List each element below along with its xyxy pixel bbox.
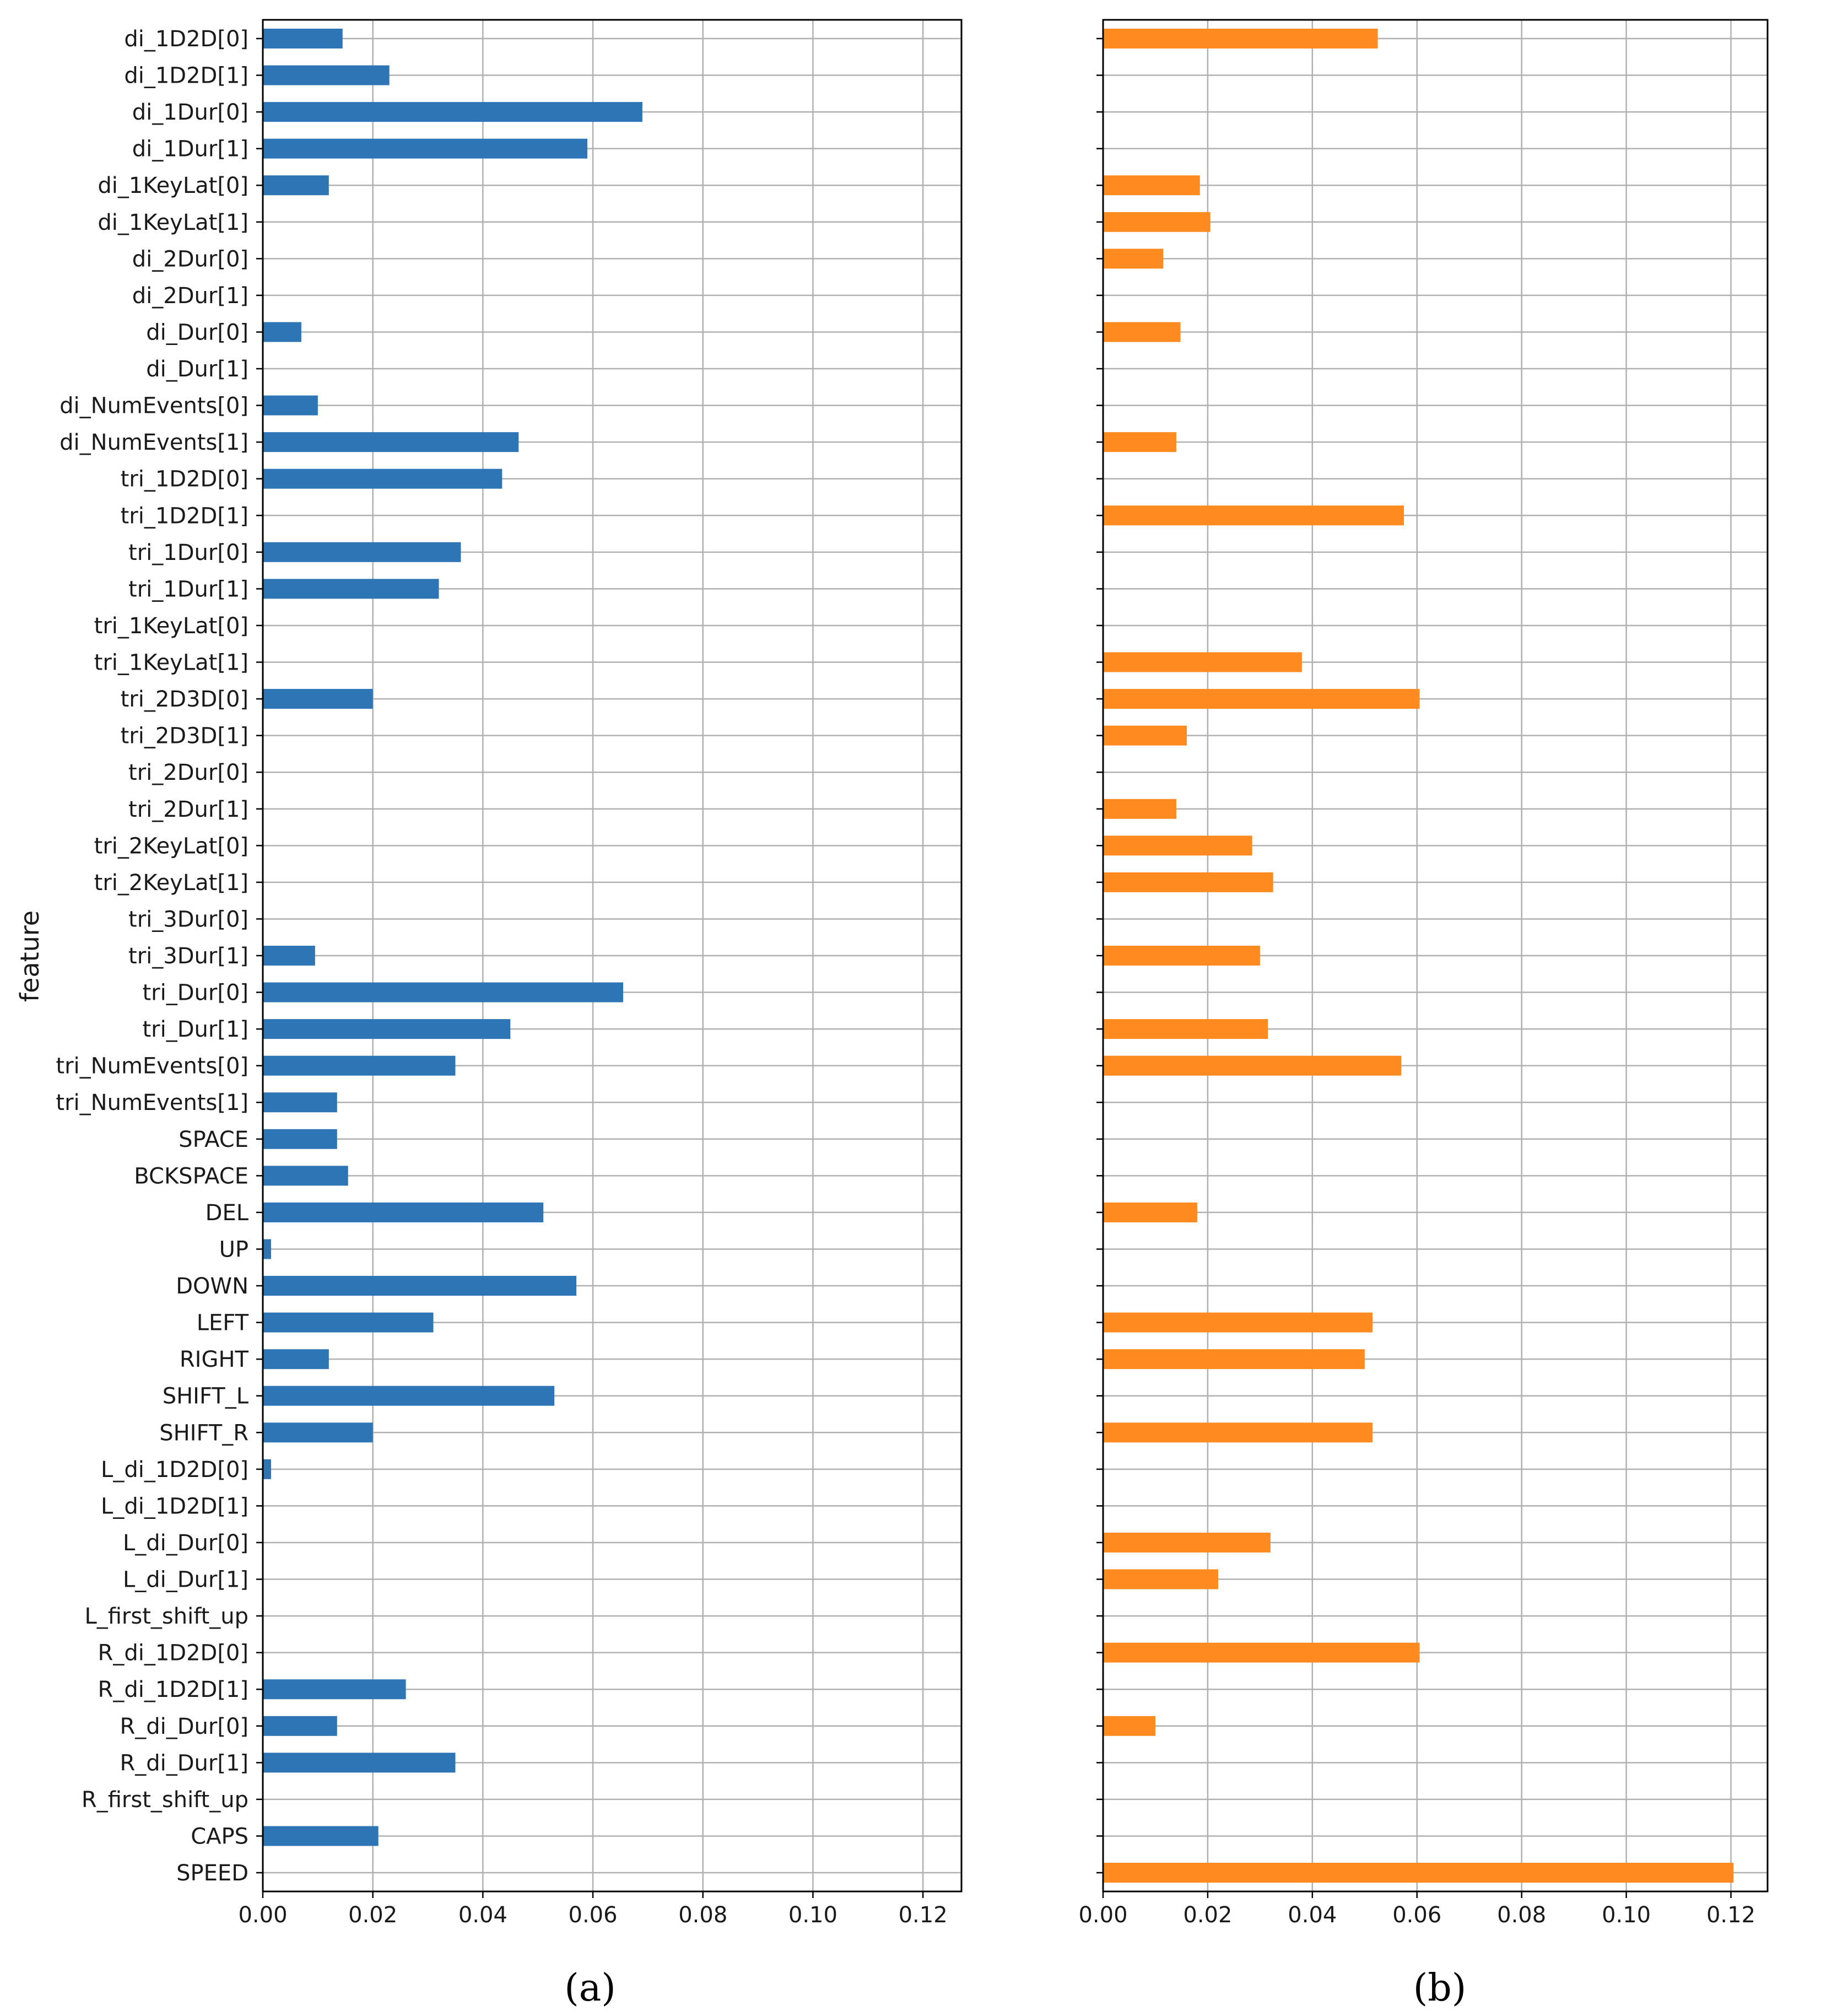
- x-tick-label: 0.00: [1078, 1902, 1128, 1928]
- y-tick-label: R_di_1D2D[1]: [98, 1677, 248, 1703]
- y-tick-label: di_1D2D[1]: [124, 63, 248, 89]
- bar-a: [263, 396, 318, 416]
- y-tick-label: R_first_shift_up: [81, 1787, 248, 1813]
- bar-a: [263, 175, 329, 195]
- y-tick-label: tri_3Dur[0]: [128, 907, 248, 932]
- y-tick-label: tri_2D3D[1]: [120, 723, 248, 749]
- bar-a: [263, 102, 642, 122]
- y-tick-label: di_1Dur[0]: [132, 100, 248, 126]
- bar-a: [263, 66, 390, 85]
- y-tick-label: di_Dur[1]: [146, 357, 248, 382]
- x-tick-label: 0.06: [1392, 1902, 1442, 1928]
- bar-a: [263, 1056, 455, 1076]
- bar-a: [263, 1276, 576, 1296]
- y-tick-label: tri_Dur[0]: [142, 980, 248, 1006]
- bar-a: [263, 542, 461, 562]
- bar-b: [1103, 1716, 1155, 1736]
- y-tick-label: di_2Dur[1]: [132, 283, 248, 309]
- bar-b: [1103, 835, 1252, 855]
- x-tick-label: 0.04: [1288, 1902, 1337, 1928]
- y-tick-label: tri_2D3D[0]: [120, 687, 248, 713]
- y-tick-label: RIGHT: [179, 1347, 248, 1373]
- bar-b: [1103, 29, 1378, 48]
- bar-b: [1103, 1056, 1401, 1076]
- y-tick-label: tri_2KeyLat[1]: [94, 870, 248, 896]
- bar-b: [1103, 1570, 1218, 1589]
- bar-a: [263, 432, 518, 452]
- bar-a: [263, 1313, 434, 1333]
- y-tick-label: tri_1D2D[0]: [120, 466, 248, 492]
- bar-a: [263, 1239, 271, 1259]
- y-tick-label: tri_NumEvents[0]: [56, 1053, 248, 1079]
- bar-b: [1103, 726, 1187, 746]
- bar-b: [1103, 322, 1181, 342]
- y-tick-label: CAPS: [191, 1824, 248, 1850]
- bar-a: [263, 1386, 554, 1406]
- y-tick-label: tri_1KeyLat[1]: [94, 650, 248, 676]
- bar-a: [263, 983, 623, 1002]
- y-tick-label: L_di_1D2D[0]: [101, 1457, 248, 1483]
- bar-a: [263, 1753, 455, 1772]
- y-tick-label: R_di_Dur[0]: [120, 1713, 248, 1739]
- bar-b: [1103, 432, 1176, 452]
- x-tick-label: 0.12: [898, 1902, 948, 1928]
- bar-b: [1103, 799, 1176, 819]
- bar-b: [1103, 1533, 1271, 1553]
- bar-a: [263, 1349, 329, 1369]
- y-tick-label: SPEED: [176, 1861, 248, 1886]
- y-tick-label: DOWN: [176, 1274, 248, 1300]
- bar-b: [1103, 689, 1420, 709]
- y-tick-label: SPACE: [179, 1126, 248, 1152]
- bar-b: [1103, 946, 1260, 966]
- y-tick-label: L_di_1D2D[1]: [101, 1494, 248, 1519]
- bar-b: [1103, 1203, 1197, 1222]
- bar-a: [263, 689, 373, 709]
- y-tick-label: di_1Dur[1]: [132, 136, 248, 162]
- y-tick-label: BCKSPACE: [134, 1163, 248, 1189]
- y-tick-label: di_1D2D[0]: [124, 26, 248, 52]
- bar-a: [263, 1019, 510, 1039]
- y-tick-label: tri_2Dur[1]: [128, 796, 248, 822]
- bar-b: [1103, 1349, 1365, 1369]
- bar-a: [263, 1129, 337, 1149]
- bar-a: [263, 322, 301, 342]
- bar-a: [263, 1092, 337, 1112]
- y-tick-label: tri_1Dur[0]: [128, 540, 248, 565]
- y-tick-label: R_di_1D2D[0]: [98, 1640, 248, 1666]
- bar-a: [263, 1679, 406, 1699]
- bar-a: [263, 946, 315, 966]
- y-tick-label: di_1KeyLat[1]: [98, 209, 248, 235]
- bar-a: [263, 579, 439, 599]
- bar-a: [263, 1826, 379, 1846]
- x-tick-label: 0.06: [568, 1902, 618, 1928]
- y-tick-label: SHIFT_R: [159, 1420, 248, 1446]
- panel-label-b: (b): [1413, 1966, 1467, 2010]
- x-tick-label: 0.02: [1183, 1902, 1233, 1928]
- y-tick-label: di_NumEvents[1]: [60, 430, 248, 456]
- x-tick-label: 0.08: [678, 1902, 728, 1928]
- x-tick-label: 0.00: [238, 1902, 288, 1928]
- bar-b: [1103, 1019, 1268, 1039]
- y-tick-label: DEL: [205, 1200, 248, 1226]
- panel-label-a: (a): [564, 1966, 616, 2010]
- y-tick-label: tri_2KeyLat[0]: [94, 833, 248, 859]
- y-tick-label: di_NumEvents[0]: [60, 393, 248, 419]
- bar-a: [263, 1422, 373, 1442]
- y-tick-label: UP: [219, 1237, 248, 1263]
- bar-a: [263, 469, 502, 489]
- y-tick-label: di_Dur[0]: [146, 320, 248, 346]
- y-tick-label: tri_2Dur[0]: [128, 760, 248, 786]
- y-tick-label: SHIFT_L: [162, 1383, 248, 1409]
- y-tick-label: di_2Dur[0]: [132, 246, 248, 272]
- x-tick-label: 0.04: [458, 1902, 507, 1928]
- x-tick-label: 0.10: [1602, 1902, 1651, 1928]
- y-tick-label: L_di_Dur[1]: [122, 1567, 248, 1593]
- bar-b: [1103, 653, 1302, 672]
- y-tick-label: R_di_Dur[1]: [120, 1750, 248, 1776]
- x-tick-label: 0.08: [1497, 1902, 1547, 1928]
- y-tick-label: tri_1D2D[1]: [120, 503, 248, 529]
- bar-b: [1103, 505, 1404, 525]
- bar-b: [1103, 175, 1200, 195]
- bar-b: [1103, 249, 1163, 268]
- y-tick-label: di_1KeyLat[0]: [98, 173, 248, 199]
- y-tick-label: L_first_shift_up: [84, 1604, 248, 1630]
- y-tick-label: tri_1KeyLat[0]: [94, 613, 248, 639]
- bar-b: [1103, 872, 1273, 892]
- x-tick-label: 0.10: [788, 1902, 837, 1928]
- bar-a: [263, 1166, 348, 1185]
- y-tick-label: L_di_Dur[0]: [122, 1530, 248, 1556]
- bar-b: [1103, 1313, 1372, 1333]
- y-axis-title: feature: [15, 910, 45, 1002]
- bar-a: [263, 29, 343, 48]
- bar-a: [263, 1459, 271, 1479]
- y-tick-label: tri_Dur[1]: [142, 1017, 248, 1043]
- x-tick-label: 0.12: [1706, 1902, 1756, 1928]
- bar-a: [263, 1203, 543, 1222]
- y-tick-label: tri_3Dur[1]: [128, 944, 248, 969]
- bar-a: [263, 1716, 337, 1736]
- bar-b: [1103, 1422, 1372, 1442]
- x-tick-label: 0.02: [348, 1902, 398, 1928]
- bar-b: [1103, 1643, 1420, 1663]
- y-tick-label: tri_NumEvents[1]: [56, 1090, 248, 1116]
- bar-a: [263, 139, 587, 159]
- bar-b: [1103, 1863, 1733, 1883]
- y-tick-label: tri_1Dur[1]: [128, 576, 248, 602]
- bar-b: [1103, 212, 1211, 232]
- y-tick-label: LEFT: [196, 1310, 248, 1336]
